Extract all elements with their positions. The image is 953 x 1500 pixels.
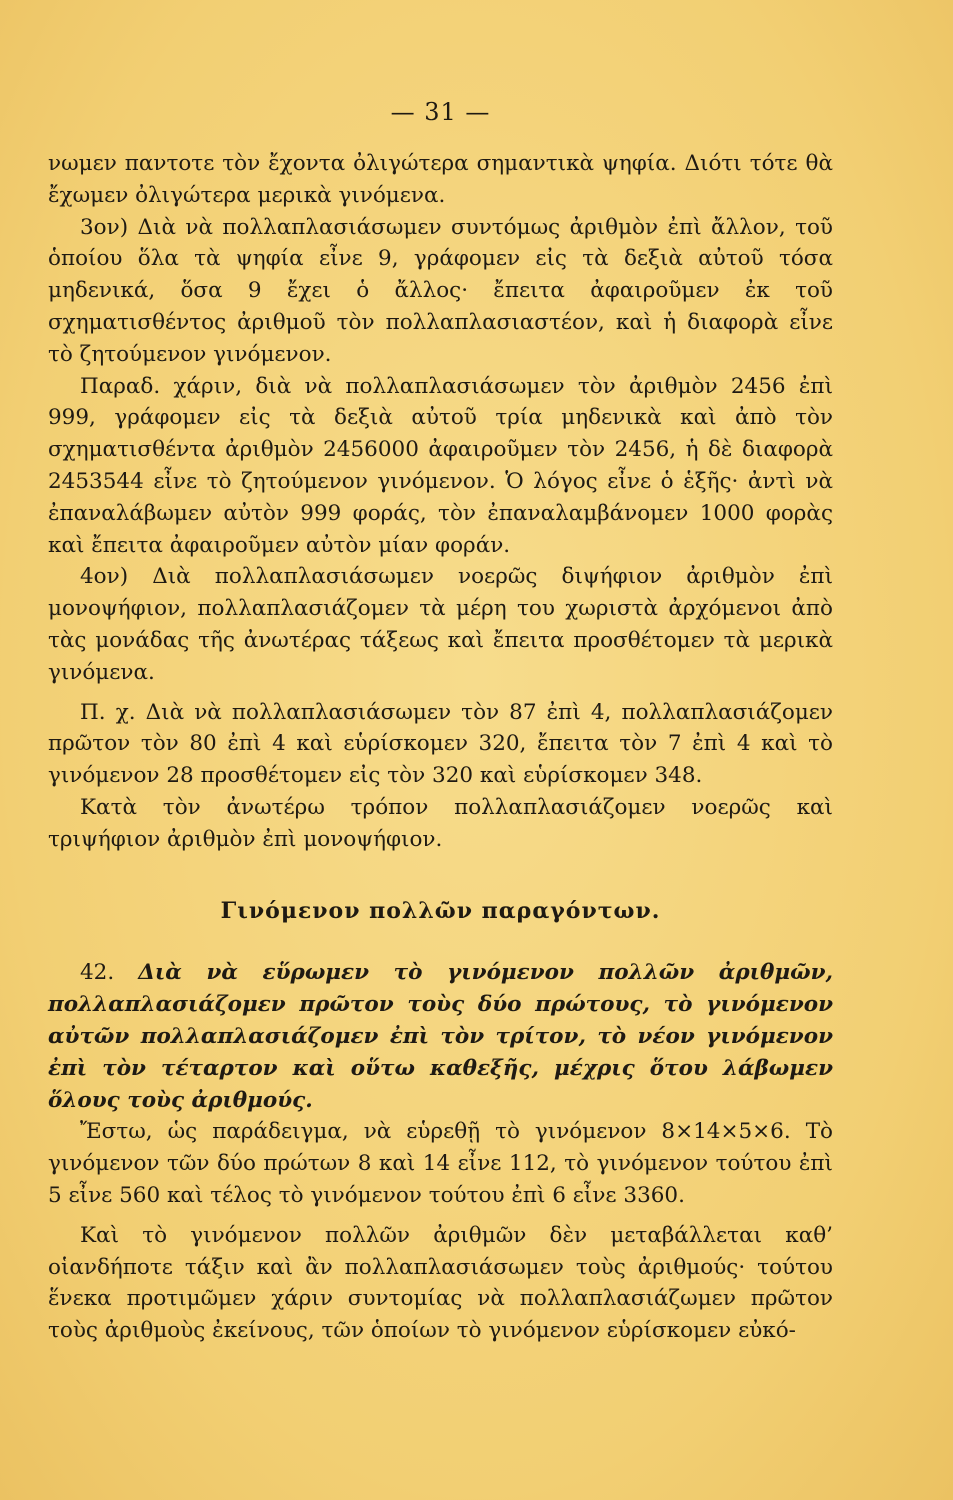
paragraph-4: 4ον) Διὰ πολλαπλασιάσωμεν νοερῶς διψήφιον ἀριθμὸν ἐπὶ μονοψήφιον, πολλαπλασιάζομεν τὰ μέρη του χωριστὰ ἀρχόμενοι ἀπὸ τὰς μονάδας τῆς ἀνωτέρας τάξεως καὶ ἔπειτα προσθέτομεν τὰ μερικὰ γινόμενα. [48,564,833,685]
page-body [48,148,833,1347]
paragraph-8: Καὶ τὸ γινόμενον πολλῶν ἀριθμῶν δὲν μεταβάλλεται καθ’ οἱανδήποτε τάξιν καὶ ἂν πολλαπλασιάσωμεν τοὺς ἀριθμούς· τούτου ἕνεκα προτιμῶμεν χάριν συντομίας νὰ πολλαπλασιάζωμεν πρῶτον τοὺς ἀριθμοὺς ἐκείνους, τῶν ὁποίων τὸ γινόμενον εὑρίσκομεν εὐκό- [48,1222,833,1344]
paragraph-6: Κατὰ τὸν ἀνωτέρω τρόπον πολλαπλασιάζομεν νοερῶς καὶ τριψήφιον ἀριθμὸν ἐπὶ μονοψήφιον. [48,794,833,852]
paragraph-5: Π. χ. Διὰ νὰ πολλαπλασιάσωμεν τὸν 87 ἐπὶ 4, πολλαπλασιάζομεν πρῶτον τὸν 80 ἐπὶ 4 καὶ εὑρίσκομεν 320, ἔπειτα τὸν 7 ἐπὶ 4 καὶ τὸ γινόμενον 28 προσθέτομεν εἰς τὸν 320 καὶ εὑρίσκομεν 348. [48,699,833,789]
paragraph-2: 3ον) Διὰ νὰ πολλαπλασιάσωμεν συντόμως ἀριθμὸν ἐπὶ ἄλλον, τοῦ ὁποίου ὅλα τὰ ψηφία εἶνε 9, γράφομεν εἰς τὰ δεξιὰ αὐτοῦ τόσα μηδενικά, ὅσα 9 ἔχει ὁ ἄλλος· ἔπειτα ἀφαιροῦμεν ἐκ τοῦ σχηματισθέντος ἀριθμοῦ τὸν πολλαπλασιαστέον, καὶ ἡ διαφορὰ εἶνε τὸ ζητούμενον γινόμενον. [48,214,833,367]
rule-paragraph [48,957,833,1116]
rule-text: Διὰ νὰ εὕρωμεν τὸ γινόμενον πολλῶν ἀριθμῶν, πολλαπλασιάζομεν πρῶτον τοὺς δύο πρώτους, τὸ γινόμενον αὐτῶν πολλαπλασιάζομεν ἐπὶ τὸν τρίτον, τὸ νέον γινόμενον ἐπὶ τὸν τέταρτον καὶ οὕτω καθεξῆς, μέχρις ὅτου λάβωμεν ὅλους τοὺς ἀριθμούς. [48,960,833,1113]
paragraph-3: Παραδ. χάριν, διὰ νὰ πολλαπλασιάσωμεν τὸν ἀριθμὸν 2456 ἐπὶ 999, γράφομεν εἰς τὰ δεξιὰ αὐτοῦ τρία μηδενικὰ καὶ ἀπὸ τὸν σχηματισθέντα ἀριθμὸν 2456000 ἀφαιροῦμεν τὸν 2456, ἡ δὲ διαφορὰ 2453544 εἶνε τὸ ζητούμενον γινόμενον. Ὁ λόγος εἶνε ὁ ἑξῆς· ἀντὶ νὰ ἐπαναλάβωμεν αὐτὸν 999 φοράς, τὸν ἐπαναλαμβάνομεν 1000 φορὰς καὶ ἔπειτα ἀφαιροῦμεν αὐτὸν μίαν φοράν. [48,373,833,558]
page-number: — 31 — [390,98,491,126]
rule-number: 42. [80,960,115,986]
paragraph-1: νωμεν παντοτε τὸν ἔχοντα ὀλιγώτερα σημαντικὰ ψηφία. Διότι τότε θὰ ἔχωμεν ὀλιγώτερα μερικὰ γινόμενα. [48,151,833,208]
section-heading: Γινόμενον πολλῶν παραγόντων. [220,897,661,924]
paragraph-7: Ἔστω, ὡς παράδειγμα, νὰ εὑρεθῇ τὸ γινόμενον 8×14×5×6. Τὸ γινόμενον τῶν δύο πρώτων 8 καὶ 14 εἶνε 112, τὸ γινόμενον τούτου ἐπὶ 5 εἶνε 560 καὶ τέλος τὸ γινόμενον τούτου ἐπὶ 6 εἶνε 3360. [48,1119,833,1208]
